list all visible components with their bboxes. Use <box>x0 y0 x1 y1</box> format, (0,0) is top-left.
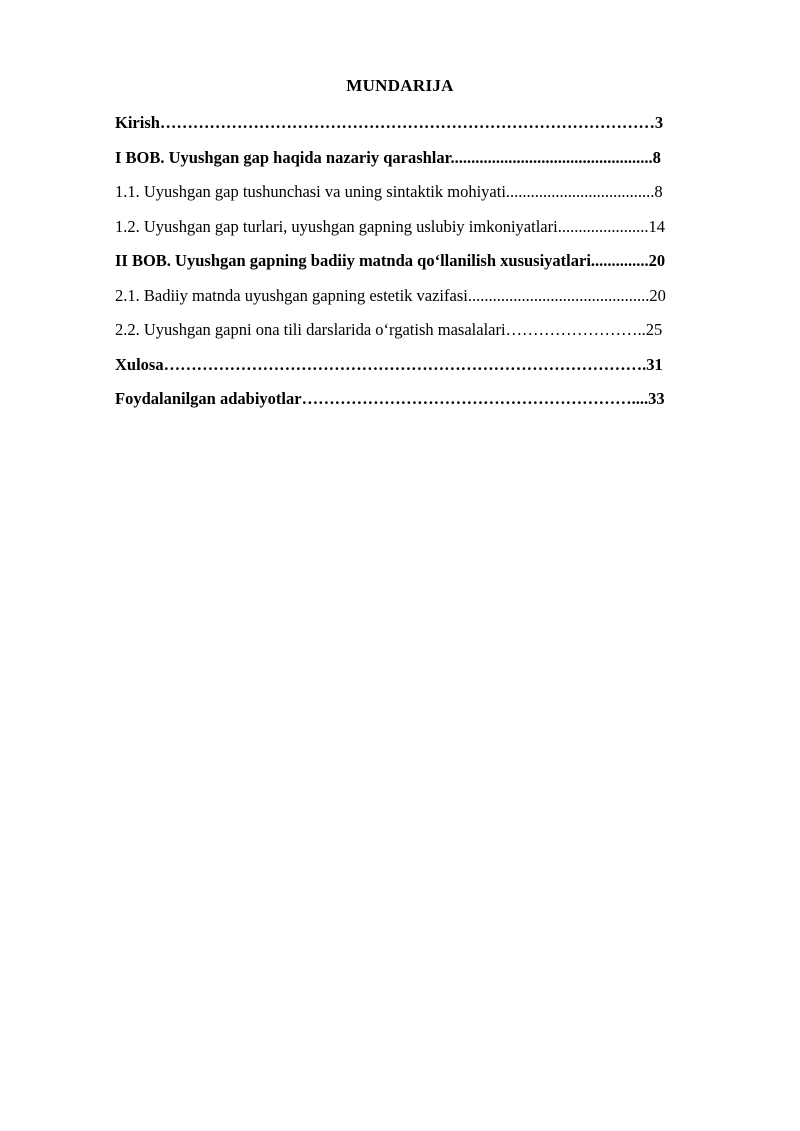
toc-entry-chapter-1 <box>115 145 740 180</box>
toc-entry-section-2-2 <box>115 317 740 352</box>
toc-entry-text: 1.2. Uyushgan gap turlari, uyushgan gapning uslubiy imkoniyatlari......................14 <box>115 216 665 236</box>
toc-title: MUNDARIJA <box>346 76 454 95</box>
toc-entry-text: Kirish………………………………………………………………………………3 <box>115 113 664 132</box>
toc-entry-text: 2.2. Uyushgan gapni ona tili darslarida o‘rgatish masalalari……………………..25 <box>115 320 663 339</box>
toc-entry-text: 2.1. Badiiy matnda uyushgan gapning estetik vazifasi............................................20 <box>115 285 666 305</box>
toc-entry-xulosa <box>115 352 740 387</box>
toc-entry-section-1-1 <box>115 179 740 214</box>
toc-entry-text: Xulosa…………………………………………………………………………….31 <box>115 354 663 374</box>
toc-entry-text: Foydalanilgan adabiyotlar……………………………………………………....33 <box>115 389 665 408</box>
toc-entry-chapter-2 <box>115 248 740 283</box>
table-of-contents <box>115 110 740 421</box>
toc-entry-bibliography <box>115 386 740 421</box>
toc-entry-text: II BOB. Uyushgan gapning badiiy matnda qo‘llanilish xususiyatlari..............20 <box>115 251 666 270</box>
toc-entry-kirish <box>115 110 740 145</box>
toc-entry-text: I BOB. Uyushgan gap haqida nazariy qarashlar.................................................8 <box>115 147 661 167</box>
toc-entry-section-1-2 <box>115 214 740 249</box>
toc-entry-text: 1.1. Uyushgan gap tushunchasi va uning sintaktik mohiyati....................................8 <box>115 182 663 201</box>
toc-entry-section-2-1 <box>115 283 740 318</box>
